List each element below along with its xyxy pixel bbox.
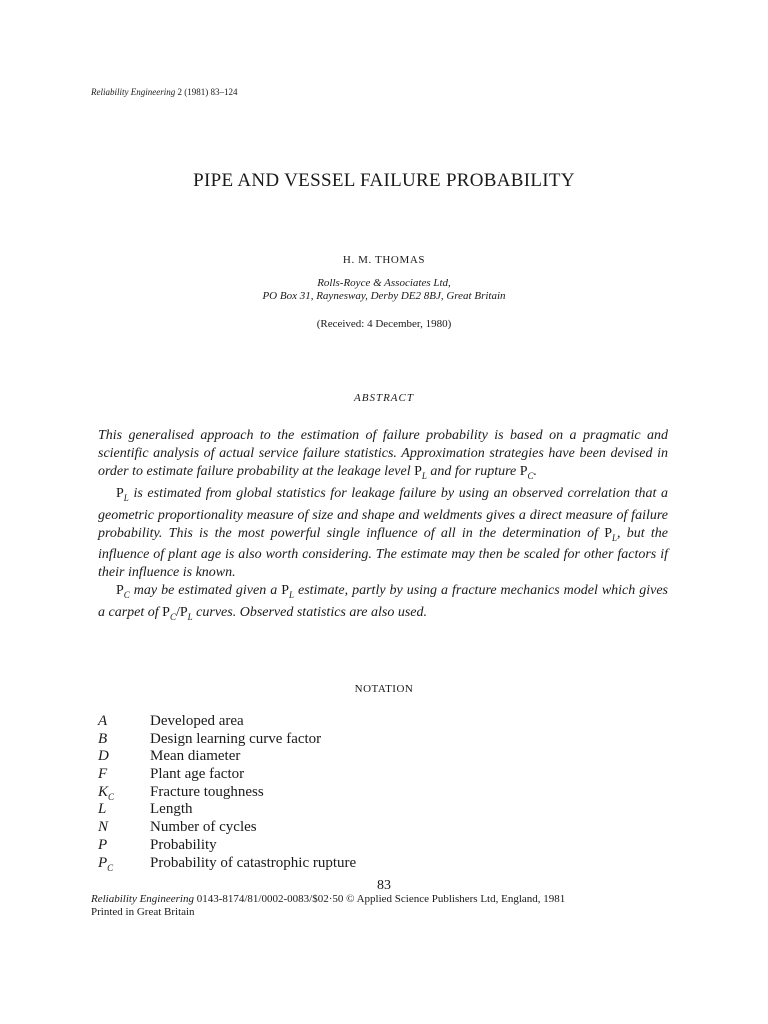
- notation-symbol: $P_C$: [98, 854, 114, 873]
- symbol-pc: $P_C$: [519, 464, 534, 481]
- notation-row: [98, 713, 498, 731]
- abstract-heading: ABSTRACT: [354, 392, 414, 404]
- symbol-pl: $P_L$: [604, 525, 618, 543]
- page-number: 83: [377, 878, 391, 893]
- footer-journal: Reliability Engineering: [91, 893, 194, 905]
- notation-symbol: P: [98, 836, 108, 853]
- footer-printed: Printed in Great Britain: [91, 906, 195, 918]
- symbol-pl: $P_L$: [414, 464, 427, 481]
- journal-year-pages: (1981) 83–124: [184, 87, 238, 97]
- notation-definition: Mean diameter: [150, 748, 241, 765]
- symbol-pl: $P_L$: [281, 583, 294, 601]
- notation-row: [98, 801, 498, 819]
- notation-definition: Probability of catastrophic rupture: [150, 854, 357, 871]
- author-name: H. M. THOMAS: [342, 254, 426, 266]
- notation-definition: Developed area: [150, 713, 244, 729]
- notation-list: [98, 713, 498, 872]
- notation-symbol: F: [98, 766, 108, 783]
- footer-details: 0143-8174/81/0002-0083/$02·50 © Applied Science Publishers Ltd, England, 1981: [193, 893, 566, 905]
- notation-row: [98, 819, 498, 837]
- notation-symbol: D: [98, 748, 109, 765]
- notation-row: [98, 766, 498, 784]
- notation-definition: Plant age factor: [150, 766, 245, 783]
- journal-reference: [91, 87, 237, 97]
- symbol-pc-over-pl: $P_C/P_L$: [162, 605, 193, 622]
- symbol-pl: $P_L$: [116, 485, 129, 503]
- symbol-pc: $P_C$: [116, 583, 130, 601]
- notation-symbol: A: [98, 713, 108, 729]
- abstract-paragraph-3: $P_C$ may be estimated given a $P_L$ estimate, partly by using a fracture mechanics model which gives a carpet of $P_C/P_L$ curves. Observed statistics are also used.: [98, 583, 668, 622]
- journal-name: Reliability Engineering: [91, 87, 176, 97]
- notation-symbol: N: [98, 819, 109, 836]
- notation-definition: Probability: [150, 836, 217, 853]
- notation-symbol: L: [98, 801, 107, 818]
- received-date: (Received: 4 December, 1980): [316, 318, 452, 330]
- notation-row: [98, 748, 498, 766]
- notation-row: [98, 855, 498, 873]
- notation-definition: Number of cycles: [150, 819, 257, 836]
- notation-definition: Length: [150, 801, 193, 818]
- notation-row: [98, 837, 498, 855]
- notation-symbol: $K_C$: [98, 783, 115, 802]
- footer-publication-info: [91, 893, 565, 905]
- paper-title: PIPE AND VESSEL FAILURE PROBABILITY: [193, 170, 575, 191]
- notation-row: [98, 731, 498, 749]
- notation-symbol: B: [98, 730, 108, 747]
- abstract-paragraph-1: This generalised approach to the estimation of failure probability is based on a pragmatic and scientific analysis of actual service failure statistics. Approximation strategies have been devised in order to estimate failure probability at the leakage level $P_L$ and for rupture $P_C$.: [98, 428, 668, 481]
- journal-volume: 2: [177, 87, 182, 97]
- affiliation-line-2: PO Box 31, Raynesway, Derby DE2 8BJ, Great Britain: [262, 290, 506, 302]
- notation-row: [98, 784, 498, 802]
- abstract-paragraph-2: $P_L$ is estimated from global statistics for leakage failure by using an observed correlation that a geometric proportionality measure of size and shape and weldments gives a direct measure of failure probability. This is the most powerful single influence of all in the determination of $P_L$, but the influence of plant age is also worth considering. The estimate may then be scaled for other factors if their influence is known.: [98, 485, 668, 581]
- affiliation-line-1: Rolls-Royce & Associates Ltd,: [317, 277, 451, 289]
- notation-definition: Fracture toughness: [150, 783, 264, 800]
- abstract-body: [98, 427, 668, 626]
- notation-heading: NOTATION: [354, 683, 414, 695]
- notation-definition: Design learning curve factor: [150, 730, 322, 747]
